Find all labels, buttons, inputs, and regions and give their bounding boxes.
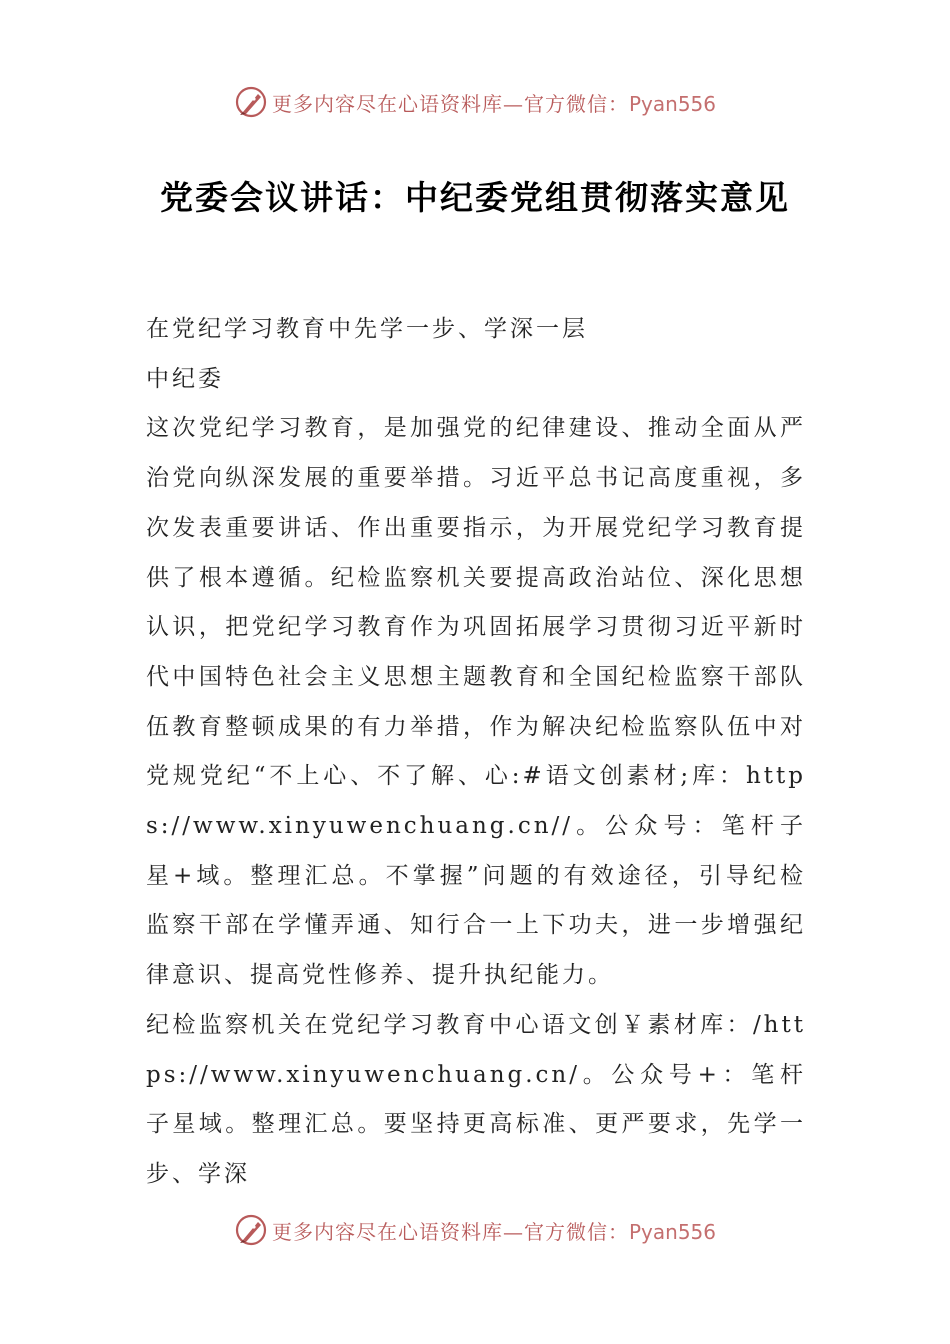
header-banner-text [272, 88, 716, 117]
header-banner [0, 82, 950, 122]
footer-wechat-handle: Pyan556 [628, 1219, 716, 1244]
pen-nib-logo-icon [234, 1213, 268, 1247]
body-paragraph: 纪检监察机关在党纪学习教育中心语文创￥素材库：/https://www.xinyuwenchuang.cn/。公众号+：笔杆子星域。整理汇总。要坚持更高标准、更严要求，先学一步、学深 [146, 1011, 806, 1187]
footer-banner-label: 更多内容尽在心语资料库—官方微信： [271, 1219, 629, 1244]
document-body [146, 305, 806, 1200]
footer-banner-text [272, 1216, 716, 1245]
pen-nib-logo-icon [234, 85, 268, 119]
header-banner-label: 更多内容尽在心语资料库—官方微信： [271, 91, 629, 116]
header-wechat-handle: Pyan556 [628, 91, 716, 116]
footer-banner [0, 1210, 950, 1250]
document-author: 中纪委 [146, 365, 224, 392]
body-paragraph: 这次党纪学习教育，是加强党的纪律建设、推动全面从严治党向纵深发展的重要举措。习近平总书记高度重视，多次发表重要讲话、作出重要指示，为开展党纪学习教育提供了根本遵循。纪检监察机关要提高政治站位、深化思想认识，把党纪学习教育作为巩固拓展学习贯彻习近平新时代中国特色社会主义思想主题教育和全国纪检监察干部队伍教育整顿成果的有力举措，作为解决纪检监察队伍中对党规党纪“不上心、不了解、心:#语文创素材;库：https://www.xinyuwenchuang.cn//。公众号：笔杆子星+域。整理汇总。不掌握”问题的有效途径，引导纪检监察干部在学懂弄通、知行合一上下功夫，进一步增强纪律意识、提高党性修养、提升执纪能力。 [146, 415, 806, 989]
document-title: 党委会议讲话：中纪委党组贯彻落实意见 [160, 178, 790, 217]
document-subtitle: 在党纪学习教育中先学一步、学深一层 [146, 316, 588, 342]
